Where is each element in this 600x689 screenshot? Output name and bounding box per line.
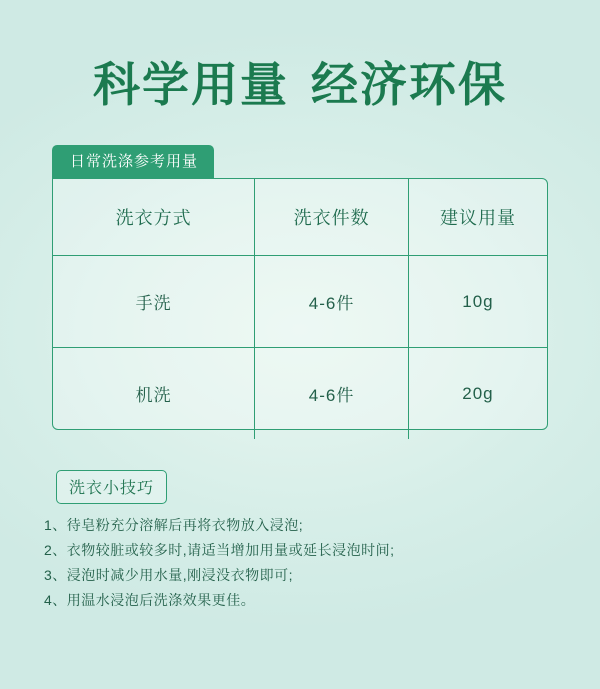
column-header-count: 洗衣件数	[255, 179, 409, 256]
cell-method-handwash: 手洗	[53, 256, 255, 348]
cell-amount-machinewash: 20g	[408, 348, 547, 440]
table-header-row	[53, 179, 547, 256]
table-row	[53, 256, 547, 348]
list-item: 1、待皂粉充分溶解后再将衣物放入浸泡;	[44, 517, 304, 533]
usage-table-tab-label: 日常洗涤参考用量	[52, 145, 214, 178]
table-row	[53, 348, 547, 440]
cell-method-machinewash: 机洗	[53, 348, 255, 440]
page-title-part1: 科学用量	[93, 58, 289, 111]
cell-amount-handwash: 10g	[408, 256, 547, 348]
list-item: 2、衣物较脏或较多时,请适当增加用量或延长浸泡时间;	[44, 542, 395, 558]
list-item: 3、浸泡时减少用水量,刚浸没衣物即可;	[44, 567, 294, 583]
tips-section-badge: 洗衣小技巧	[56, 470, 167, 504]
page-title	[0, 48, 600, 115]
column-header-amount: 建议用量	[408, 179, 547, 256]
page-title-part2: 经济环保	[311, 58, 507, 111]
column-header-method: 洗衣方式	[115, 208, 192, 228]
cell-count-machinewash: 4-6件	[255, 348, 409, 440]
tips-list	[44, 513, 564, 613]
usage-table-body	[52, 178, 548, 430]
usage-table	[53, 179, 547, 439]
usage-table-card	[52, 145, 548, 430]
cell-count-handwash: 4-6件	[255, 256, 409, 348]
list-item: 4、用温水浸泡后洗涤效果更佳。	[44, 592, 256, 608]
